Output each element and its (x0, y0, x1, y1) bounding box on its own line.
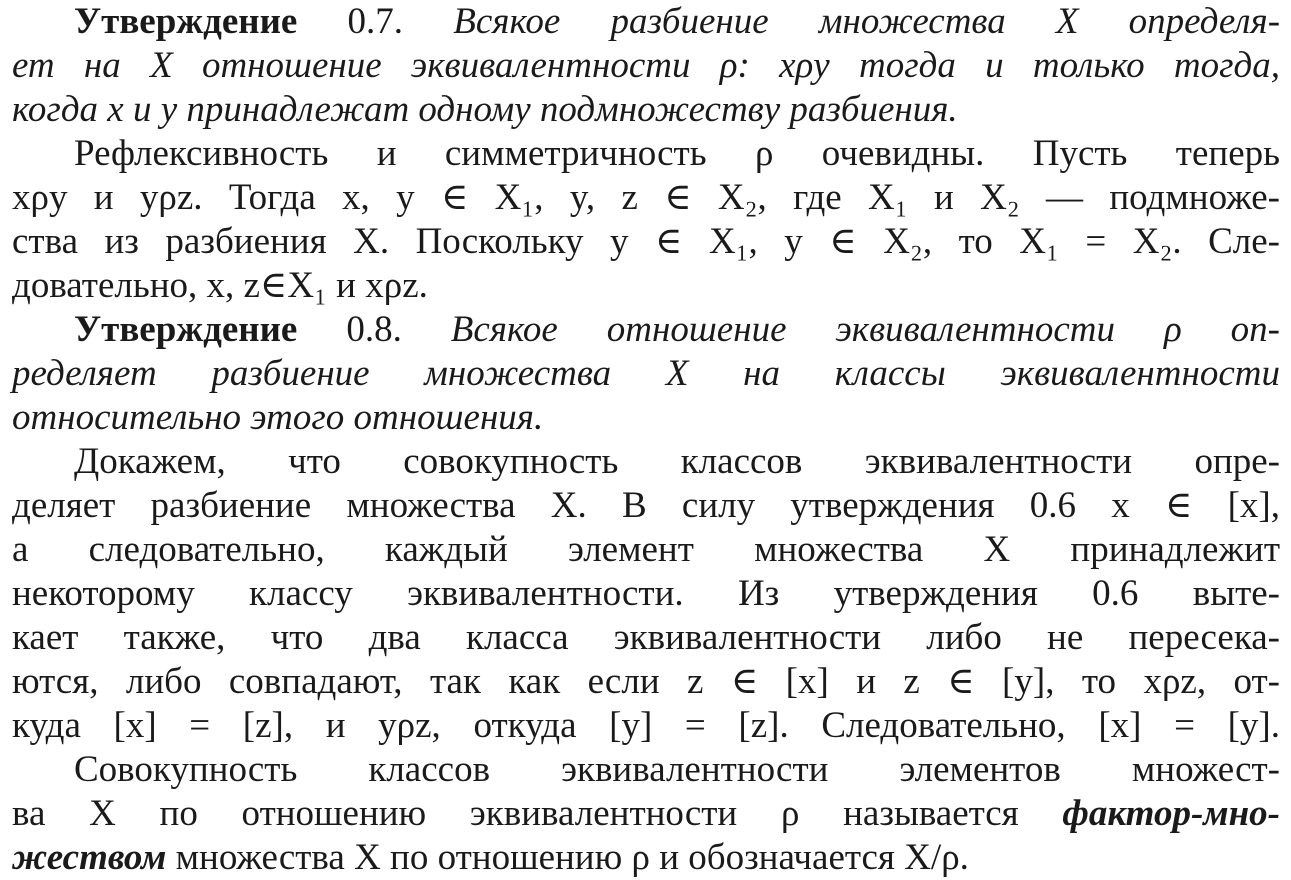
proof-0-8-line-2: деляет разбиение множества X. В силу утверждения 0.6 x ∈ [x], (12, 485, 1280, 526)
statement-0-8-line-1 (12, 308, 1280, 352)
definition-line-1: Совокупность классов эквивалентности элементов множест- (74, 749, 1280, 790)
statement-0-8-number: 0.8. (346, 309, 402, 350)
definition-line-2-text: ва X по отношению эквивалентности ρ называется (12, 793, 1019, 834)
proof-0-7-line-1: Рефлексивность и симметричность ρ очевидны. Пусть теперь (74, 133, 1280, 174)
definition-term-part-2: жеством (12, 837, 167, 878)
proof-0-7-line-3: ства из разбиения X. Поскольку y ∈ X₁, y ∈ X₂, то X₁ = X₂. Сле- (12, 221, 1280, 262)
definition-line-3 (12, 836, 1280, 880)
statement-0-8-text: Всякое отношение эквивалентности ρ оп- (450, 309, 1281, 350)
statement-0-7-line-1 (12, 0, 1280, 44)
textbook-page (12, 0, 1281, 878)
definition-term-part-1: фактор-мно- (1062, 793, 1280, 834)
statement-0-7-label: Утверждение (74, 1, 298, 42)
statement-0-7-text: Всякое разбиение множества X определя- (453, 1, 1281, 42)
statement-0-7-line-3: когда x и y принадлежат одному подмножеству разбиения. (12, 89, 958, 130)
proof-0-8-line-5: кает также, что два класса эквивалентности либо не пересека- (12, 617, 1280, 658)
proof-0-8-line-7: куда [x] = [z], и yρz, откуда [y] = [z]. Следовательно, [x] = [y]. (12, 705, 1280, 746)
proof-0-7-line-4: довательно, x, z∈X₁ и xρz. (12, 265, 428, 306)
definition-line-3-text: множества X по отношению ρ и обозначается X/ρ. (175, 837, 969, 878)
statement-0-8-line-3: относительно этого отношения. (12, 397, 544, 438)
statement-0-8-line-2: ределяет разбиение множества X на классы эквивалентности (12, 353, 1280, 394)
proof-0-7-line-2: xρy и yρz. Тогда x, y ∈ X₁, y, z ∈ X₂, где X₁ и X₂ — подмноже- (12, 177, 1280, 218)
definition-line-2 (12, 792, 1280, 836)
statement-0-8-label: Утверждение (74, 309, 298, 350)
statement-0-7-number: 0.7. (347, 1, 404, 42)
proof-0-8-line-1: Докажем, что совокупность классов эквивалентности опре- (74, 441, 1280, 482)
proof-0-8-line-3: а следовательно, каждый элемент множества X принадлежит (12, 529, 1280, 570)
proof-0-8-line-4: некоторому классу эквивалентности. Из утверждения 0.6 выте- (12, 573, 1280, 614)
statement-0-7-line-2: ет на X отношение эквивалентности ρ: xρy тогда и только тогда, (12, 45, 1280, 86)
proof-0-8-line-6: ются, либо совпадают, так как если z ∈ [x] и z ∈ [y], то xρz, от- (12, 661, 1280, 702)
